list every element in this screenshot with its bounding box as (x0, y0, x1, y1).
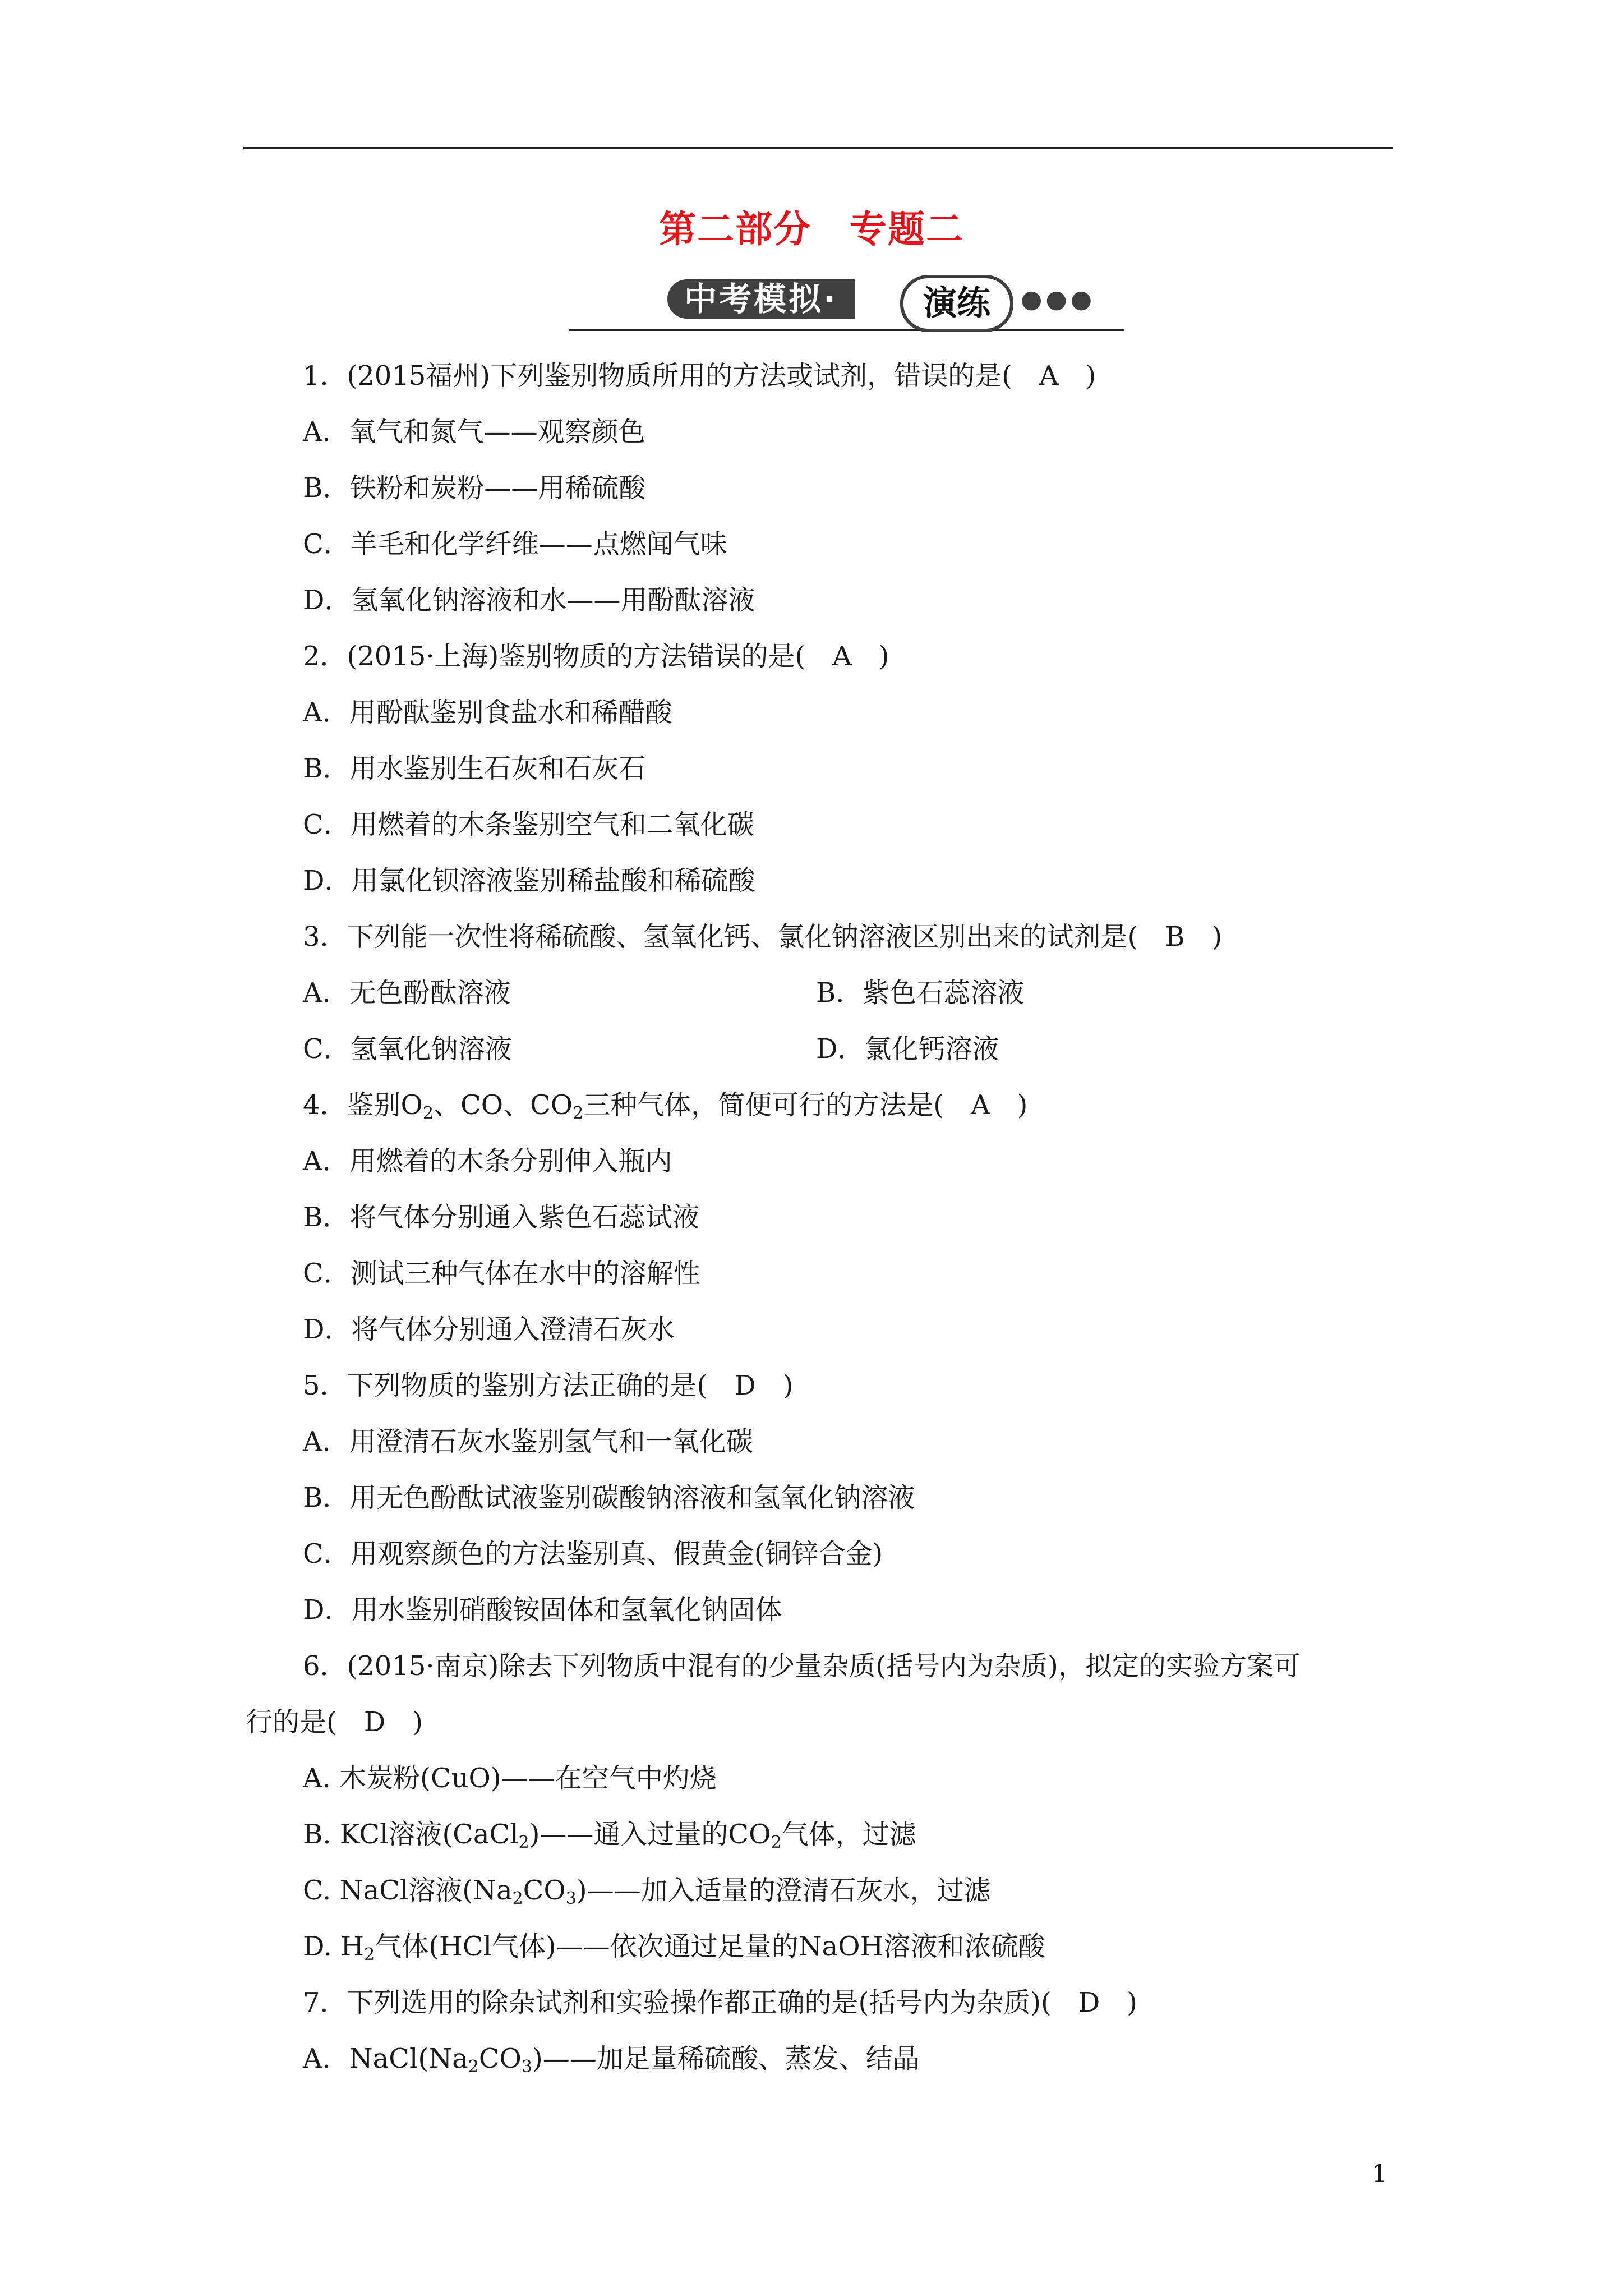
question-5-option-c: C．用观察颜色的方法鉴别真、假黄金(铜锌合金) (303, 1538, 883, 1570)
question-6-option-a: A. 木炭粉(CuO)——在空气中灼烧 (303, 1763, 717, 1794)
question-2-option-a: A．用酚酞鉴别食盐水和稀醋酸 (303, 697, 672, 728)
question-6-option-d (303, 1918, 1045, 1975)
q6c-sub-1: 2 (512, 1889, 523, 1908)
page-title: 第二部分 专题二 (659, 208, 964, 251)
question-3-option-a: A．无色酚酞溶液 (303, 977, 511, 1009)
question-4-option-a: A．用燃着的木条分别伸入瓶内 (303, 1145, 672, 1177)
question-2-option-d: D．用氯化钡溶液鉴别稀盐酸和稀硫酸 (303, 865, 755, 896)
q4-stem-mid: 、CO、CO (434, 1089, 573, 1121)
q4-stem-prefix: 4．鉴别O (303, 1089, 423, 1121)
banner-underline (569, 329, 1124, 331)
q6b-mid: )——通入过量的CO (529, 1819, 771, 1850)
q6c-prefix: C. NaCl溶液(Na (303, 1875, 513, 1906)
header-rule (243, 147, 1393, 149)
q6d-sub-1: 2 (364, 1945, 375, 1964)
question-4-stem (303, 1077, 1027, 1133)
question-6-option-b (303, 1806, 916, 1862)
q4-sub-2: 2 (573, 1103, 584, 1123)
question-5-stem: 5．下列物质的鉴别方法正确的是( D ) (303, 1370, 794, 1401)
question-1-option-b: B．铁粉和炭粉——用稀硫酸 (303, 472, 646, 504)
question-2-option-c: C．用燃着的木条鉴别空气和二氧化碳 (303, 809, 754, 840)
question-4-option-d: D．将气体分别通入澄清石灰水 (303, 1314, 675, 1345)
question-7-stem: 7．下列选用的除杂试剂和实验操作都正确的是(括号内为杂质)( D ) (303, 1987, 1137, 2018)
question-4-option-c: C．测试三种气体在水中的溶解性 (303, 1258, 700, 1289)
banner-dots-icon: ●●● (1021, 285, 1096, 314)
question-1-option-c: C．羊毛和化学纤维——点燃闻气味 (303, 528, 727, 560)
question-2-stem: 2．(2015·上海)鉴别物质的方法错误的是( A ) (303, 641, 889, 672)
question-5-option-d: D．用水鉴别硝酸铵固体和氢氧化钠固体 (303, 1594, 782, 1626)
question-5-option-a: A．用澄清石灰水鉴别氢气和一氧化碳 (303, 1426, 753, 1457)
q6c-suffix: )——加入适量的澄清石灰水，过滤 (576, 1875, 991, 1906)
banner-label: 中考模拟· (667, 279, 855, 319)
question-5-option-b: B．用无色酚酞试液鉴别碳酸钠溶液和氢氧化钠溶液 (303, 1482, 915, 1513)
q7a-sub-2: 3 (521, 2057, 532, 2077)
q7a-prefix: A．NaCl(Na (303, 2043, 468, 2074)
question-6-option-c (303, 1862, 991, 1918)
q6b-sub-2: 2 (771, 1833, 782, 1852)
q6b-prefix: B. KCl溶液(CaCl (303, 1819, 519, 1850)
q4-sub-1: 2 (422, 1103, 434, 1123)
q6d-prefix: D. H (303, 1931, 365, 1962)
q7a-mid: CO (478, 2043, 522, 2074)
question-1-option-a: A．氧气和氮气——观察颜色 (303, 416, 645, 448)
q4-stem-suffix: 三种气体，简便可行的方法是( A ) (583, 1089, 1028, 1121)
q6b-suffix: 气体，过滤 (781, 1819, 916, 1850)
q7a-sub-1: 2 (468, 2057, 479, 2077)
q6c-mid: CO (523, 1875, 566, 1906)
question-3-stem: 3．下列能一次性将稀硫酸、氢氧化钙、氯化钠溶液区别出来的试剂是( B ) (303, 921, 1223, 953)
question-7-option-a (303, 2031, 920, 2087)
q6c-sub-2: 3 (565, 1889, 577, 1908)
question-4-option-b: B．将气体分别通入紫色石蕊试液 (303, 1202, 700, 1233)
question-2-option-b: B．用水鉴别生石灰和石灰石 (303, 753, 646, 784)
q7a-suffix: )——加足量稀硫酸、蒸发、结晶 (532, 2043, 920, 2074)
question-3-option-c: C．氢氧化钠溶液 (303, 1033, 512, 1065)
q6d-suffix: 气体(HCl气体)——依次通过足量的NaOH溶液和浓硫酸 (375, 1931, 1045, 1962)
question-1-stem: 1．(2015福州)下列鉴别物质所用的方法或试剂，错误的是( A ) (303, 360, 1096, 392)
question-1-option-d: D．氢氧化钠溶液和水——用酚酞溶液 (303, 585, 755, 616)
question-3-option-d: D．氯化钙溶液 (816, 1033, 999, 1065)
q6b-sub-1: 2 (518, 1833, 529, 1852)
section-banner (569, 275, 1124, 331)
banner-circle-label: 演练 (900, 275, 1013, 332)
page-number: 1 (1372, 2160, 1387, 2188)
question-6-stem-line-1: 6．(2015·南京)除去下列物质中混有的少量杂质(括号内为杂质)，拟定的实验方案可 (303, 1650, 1301, 1682)
question-6-stem-line-2: 行的是( D ) (246, 1706, 423, 1738)
question-3-option-b: B．紫色石蕊溶液 (816, 977, 1025, 1009)
